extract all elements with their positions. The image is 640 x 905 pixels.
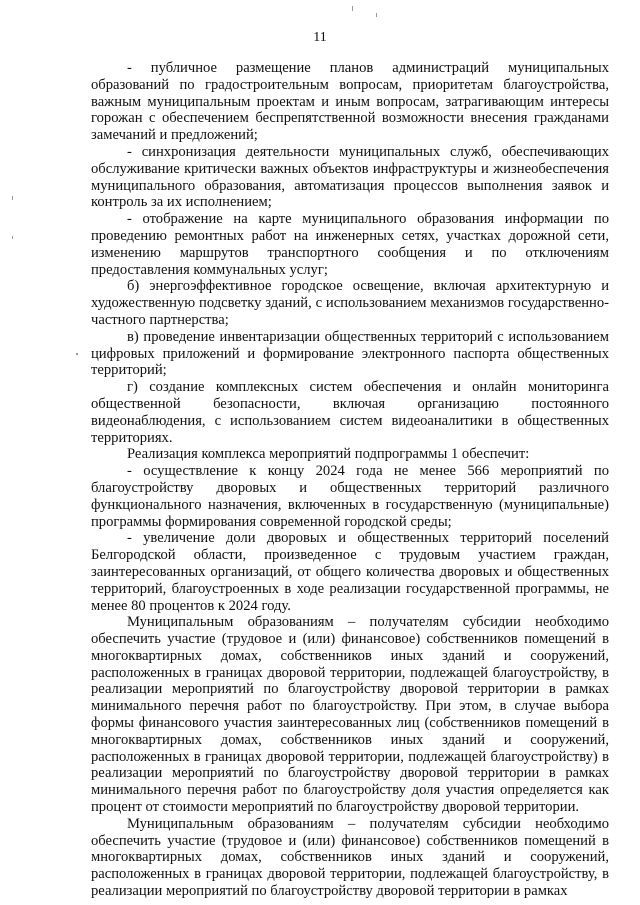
scan-mark (12, 236, 13, 239)
paragraph: - осуществление к концу 2024 года не менее 566 мероприятий по благоустройству дворовых и общественных территорий различного функционального назначения, включенных в государственную (муниципальные) программы формирования современной городской среды; (91, 463, 609, 530)
page-number: 11 (313, 30, 327, 45)
scan-mark (12, 196, 13, 200)
paragraph: б) энергоэффективное городское освещение, включая архитектурную и художественную подсветку зданий, с использованием механизмов государственно-частного партнерства; (91, 278, 609, 328)
paragraph: г) создание комплексных систем обеспечения и онлайн мониторинга общественной безопасности, включая организацию постоянного видеонаблюдения, с использованием систем видеоаналитики в общественных территориях. (91, 379, 609, 446)
paragraph: - публичное размещение планов администраций муниципальных образований по градостроительным вопросам, приоритетам благоустройства, важным муниципальным проектам и иным вопросам, затрагивающим интересы горожан с обеспечением беспрепятственной возможности внесения гражданами замечаний и предложений; (91, 60, 609, 144)
paragraph: Муниципальным образованиям – получателям субсидии необходимо обеспечить участие (трудовое и (или) финансовое) собственников помещений в многоквартирных домах, собственников иных зданий и сооружений, расположенных в границах дворовой территории, подлежащей благоустройству, в реализации мероприятий по благоустройству дворовой территории в рамках минимального перечня работ по благоустройству. При этом, в случае выбора формы финансового участия заинтересованных лиц (собственников помещений в многоквартирных домах, собственников иных зданий и сооружений, расположенных в границах дворовой территории, подлежащей благоустройству) в реализации мероприятий по благоустройству дворовой территории в рамках минимального перечня работ по благоустройству доля участия определяется как процент от стоимости мероприятий по благоустройству дворовой территории. (91, 614, 609, 816)
paragraph: - синхронизация деятельности муниципальных служб, обеспечивающих обслуживание критически важных объектов инфраструктуры и жизнеобеспечения муниципального образования, автоматизация процессов выполнения заявок и контроль за их исполнением; (91, 143, 609, 211)
scan-mark (352, 6, 353, 11)
document-body (91, 60, 609, 900)
paragraph: - увеличение доли дворовых и общественных территорий поселений Белгородской области, произведенное с трудовым участием граждан, заинтересованных организаций, от общего количества дворовых и общественных территорий, благоустроенных в ходе реализации государственной программы, не менее 80 процентов к 2024 году. (91, 530, 609, 614)
paragraph: в) проведение инвентаризации общественных территорий с использованием цифровых приложений и формирование электронного паспорта общественных территорий; (91, 328, 609, 379)
paragraph: - отображение на карте муниципального образования информации по проведению ремонтных работ на инженерных сетях, участках дорожной сети, изменению маршрутов транспортного сообщения и по отключениям предоставления коммунальных услуг; (91, 211, 609, 278)
paragraph: Реализация комплекса мероприятий подпрограммы 1 обеспечит: (127, 446, 530, 463)
scan-mark (376, 13, 377, 17)
scan-mark (76, 353, 78, 355)
paragraph: Муниципальным образованиям – получателям субсидии необходимо обеспечить участие (трудовое и (или) финансовое) собственников помещений в многоквартирных домах, собственников иных зданий и сооружений, расположенных в границах дворовой территории, подлежащей благоустройству, в реализации мероприятий по благоустройству дворовой территории в рамках (91, 815, 609, 900)
